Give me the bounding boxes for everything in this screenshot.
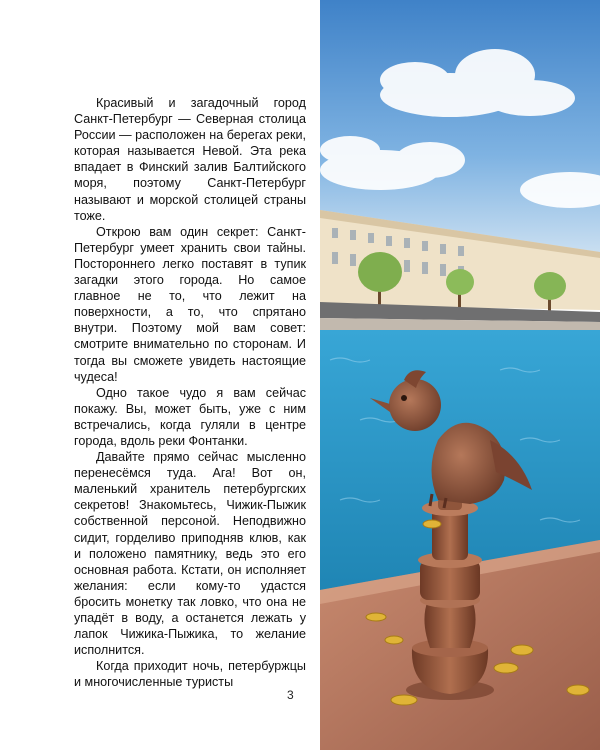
illustration-chizhik-pyzhik [320,0,600,750]
page-number: 3 [287,688,294,702]
paragraph-2: Открою вам один секрет: Санкт-Петербург умеет хранить свои тайны. Постороннего легко поставят в тупик загадки этого города. Но самое главное не то, что лежит на поверхности, а то, что спрятано внутри. Поэтому мой вам совет: смотрите внимательно по сторонам. И тогда вы сможете увидеть настоящие чудеса! [74,224,306,384]
paragraph-5: Когда приходит ночь, петербуржцы и многочисленные туристы [74,659,306,690]
illustration-canvas [320,0,600,750]
paragraph-4: Давайте прямо сейчас мысленно перенесёмся туда. Ага! Вот он, маленький хранитель петербургских секретов! Знакомьтесь, Чижик-Пыжик собственной персоной. Неподвижно сидит, горделиво приподняв клюв, как и положено памятнику, ведь это его основная работа. Кстати, он исполняет желания: если кому-то удастся бросить монетку так ловко, что она не упадёт в воду, а останется лежать у лапок Чижика-Пыжика, то желание исполнится. [74,450,306,658]
body-text [74,95,306,690]
paragraph-3: Одно такое чудо я вам сейчас покажу. Вы, может быть, уже с ним встречались, когда гуляли в центре города, вдоль реки Фонтанки. [74,385,306,448]
paragraph-1: Красивый и загадочный город Санкт-Петербург — Северная столица России — расположен на берегах реки, которая называется Невой. Эта река впадает в Финский залив Балтийского моря, поэтому Санкт-Петербург называют и морской столицей страны тоже. [74,96,306,223]
